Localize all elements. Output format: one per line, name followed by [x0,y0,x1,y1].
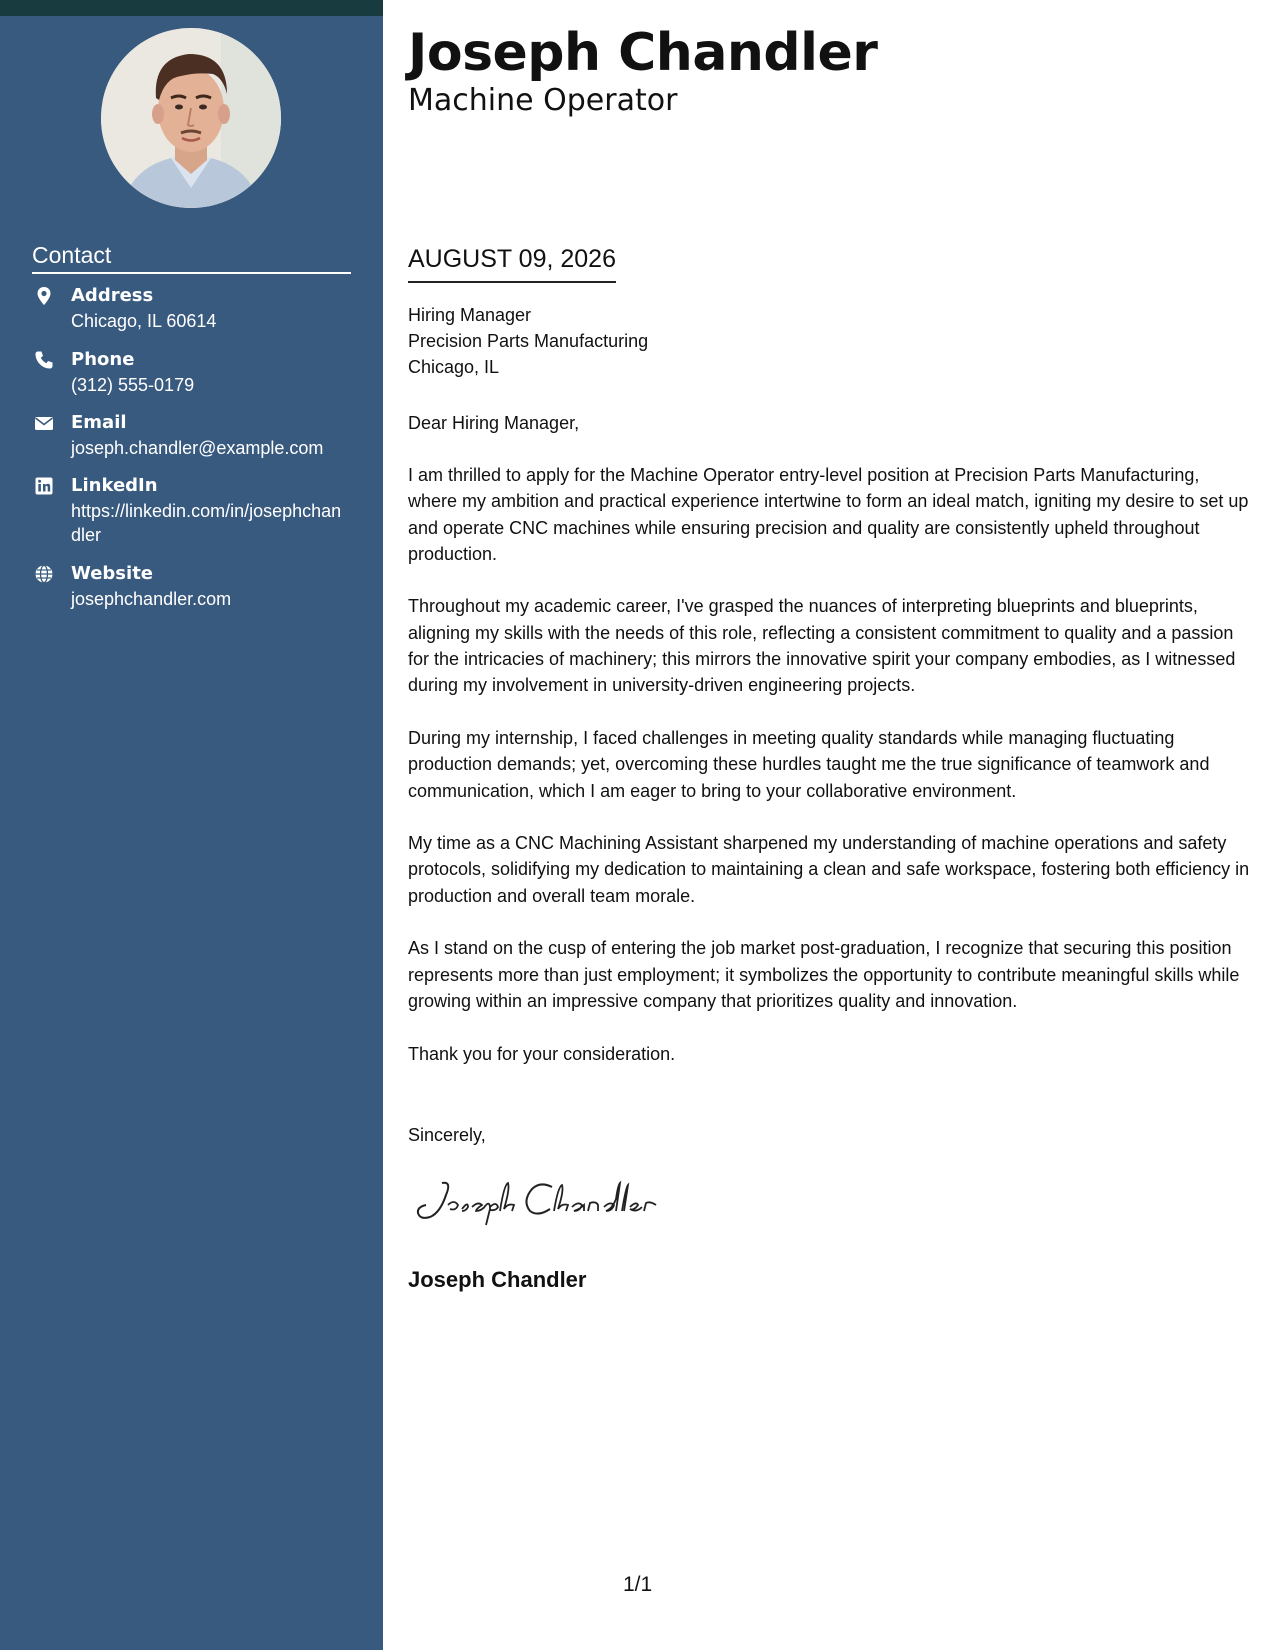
recipient-block [408,302,648,380]
body-paragraph: During my internship, I faced challenges in meeting quality standards while managing fluctuating production demands; yet, overcoming these hurdles taught me the true significance of teamwork and communication, which I am eager to bring to your collaborative environment. [408,727,1210,801]
body-paragraph: Throughout my academic career, I've grasped the nuances of interpreting blueprints and blueprints, aligning my skills with the needs of this role, reflecting a consistent commitment to quality and a passion for the intricacies of machinery; this mirrors the innovative spirit your company embodies, as I witnessed during my involvement in university-driven engineering projects. [408,596,1236,696]
contact-heading: Contact [32,241,351,274]
recipient-line: Chicago, IL [408,357,500,377]
contact-label: Phone [71,349,135,370]
contact-value-linkedin[interactable]: https://linkedin.com/in/josephchandler [71,501,342,545]
avatar [101,28,281,208]
salutation: Dear Hiring Manager, [408,413,580,433]
signed-name: Joseph Chandler [408,1267,587,1292]
sidebar-top-accent [0,0,383,16]
body-paragraph: Thank you for your consideration. [408,1043,676,1064]
body-paragraph: As I stand on the cusp of entering the job market post-graduation, I recognize that securing this position represents more than just employment; it symbolizes the opportunity to contribute meaningful skills while growing within an impressive company that prioritizes quality and innovation. [408,938,1240,1011]
globe-icon [34,564,54,584]
location-pin-icon [34,286,54,306]
letter-body [408,462,1253,1093]
letter-date: AUGUST 09, 2026 [408,243,616,283]
envelope-icon [34,413,54,433]
contact-value-phone: (312) 555-0179 [71,375,195,395]
contact-value-website[interactable]: josephchandler.com [71,589,232,609]
sidebar [0,16,383,1650]
applicant-name: Joseph Chandler [408,23,878,83]
body-paragraph: I am thrilled to apply for the Machine Operator entry-level position at Precision Parts Manufacturing, where my ambition and practical experience intertwine to form an ideal match, igniting my desire to set up and operate CNC machines while ensuring precision and quality are consistently upheld throughout production. [408,465,1249,564]
contact-value-address: Chicago, IL 60614 [71,311,217,331]
contact-label: Address [71,285,154,306]
contact-label: Website [71,563,154,584]
page-number: 1/1 [623,1573,653,1596]
applicant-role: Machine Operator [408,83,678,118]
recipient-line: Precision Parts Manufacturing [408,331,649,351]
body-paragraph: My time as a CNC Machining Assistant sharpened my understanding of machine operations and safety protocols, solidifying my dedication to maintaining a clean and safe workspace, fostering both efficiency in production and overall team morale. [408,833,1250,906]
contact-value-email[interactable]: joseph.chandler@example.com [71,438,324,458]
phone-icon [34,350,54,370]
contact-label: Email [71,412,127,433]
linkedin-icon [34,476,54,496]
handwritten-signature [412,1175,672,1235]
recipient-line: Hiring Manager [408,305,532,325]
contact-label: LinkedIn [71,475,158,496]
closing: Sincerely, [408,1125,486,1145]
